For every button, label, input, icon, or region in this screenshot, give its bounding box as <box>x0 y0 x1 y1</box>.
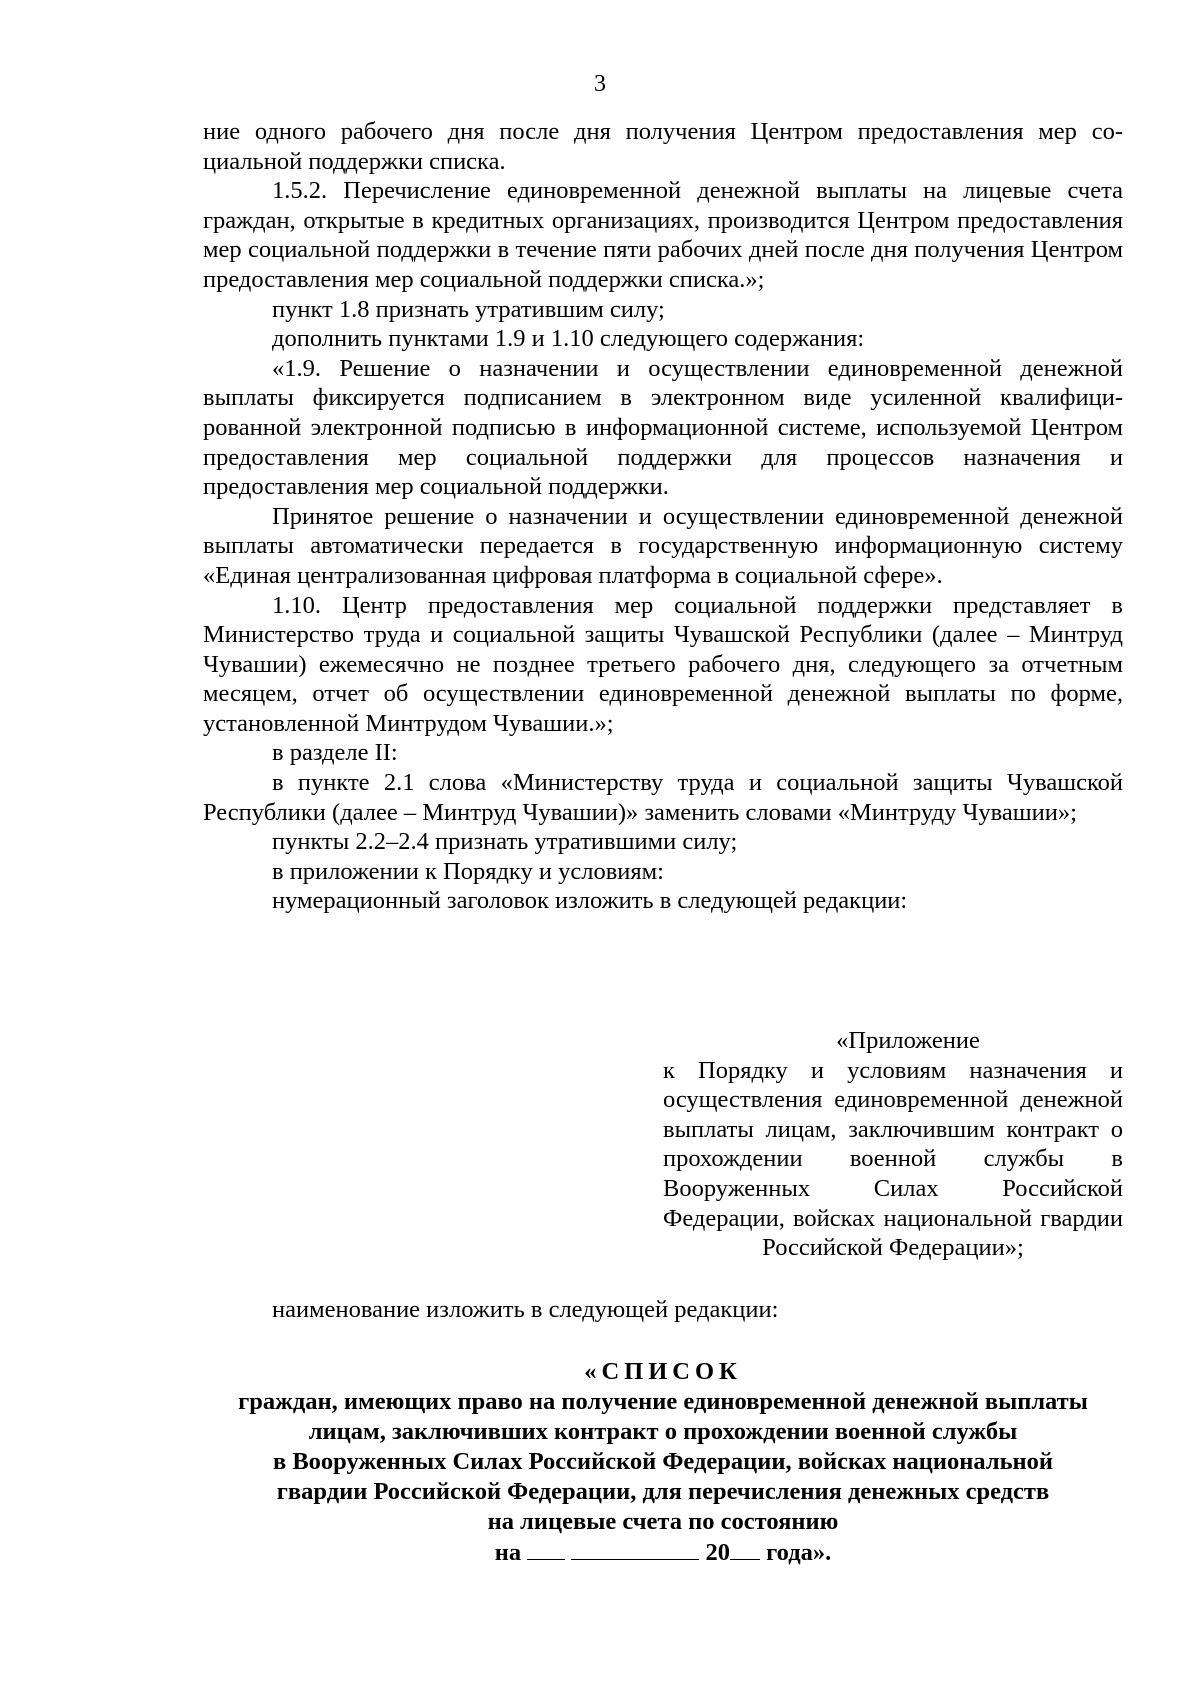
paragraph-continuation: ние одного рабочего дня после дня получения Центром предоставления мер социальной поддержки списка. <box>203 118 1123 175</box>
list-heading-line-2: лицам, заключивших контракт о прохождении военной службы <box>308 1418 1018 1445</box>
document-body <box>203 117 1123 916</box>
paragraph-1-5-2: 1.5.2. Перечисление единовременной денежной выплаты на лицевые счета граждан, открытые в кредитных организациях, производится Центром предоставления мер социальной поддержки в течение пяти рабочих дней после дня получения Центром предоставления мер социальной поддержки списка.»; <box>203 177 1123 293</box>
paragraph-numbering-heading: нумерационный заголовок изложить в следующей редакции: <box>272 887 908 915</box>
naming-instruction-block <box>203 1295 1123 1325</box>
list-heading-line-1: граждан, имеющих право на получение единовременной денежной выплаты <box>238 1388 1088 1415</box>
paragraph-1-9: «1.9. Решение о назначении и осуществлении единовременной денежной выплаты фиксируется подписанием в электронном виде усиленной квалифицированной электронной подписью в информационной системе, используемой Центром предоставления мер социальной поддержки для процессов назначения и предоставления мер социальной поддержки. <box>203 354 1123 501</box>
list-heading-line-4: гвардии Российской Федерации, для перечисления денежных средств <box>276 1478 1050 1505</box>
naming-instruction: наименование изложить в следующей редакции: <box>272 1296 779 1323</box>
list-heading-date-line <box>203 1537 1123 1568</box>
appendix-block <box>663 1026 1123 1263</box>
date-year: 20 <box>705 1539 731 1566</box>
date-day-blank <box>527 1537 565 1560</box>
list-heading-line-5: на лицевые счета по состоянию <box>487 1508 839 1535</box>
paragraph-items-2-2-2-4: пункты 2.2–2.4 признать утратившими силу; <box>272 828 738 856</box>
appendix-title: «Приложение <box>836 1027 980 1054</box>
date-prefix: на <box>494 1539 522 1566</box>
page-number: 3 <box>594 71 606 97</box>
date-suffix: года». <box>766 1539 832 1566</box>
date-year-blank <box>730 1537 760 1560</box>
paragraph-add-items: дополнить пунктами 1.9 и 1.10 следующего содержания: <box>272 325 865 353</box>
list-heading-line-3: в Вооруженных Силах Российской Федерации, войсках национальной <box>272 1448 1054 1475</box>
date-month-blank <box>571 1537 699 1560</box>
paragraph-1-10: 1.10. Центр предоставления мер социальной поддержки представляет в Министерство труда и социальной защиты Чувашской Республики (далее – Минтруд Чувашии) ежемесячно не позднее третьего рабочего дня, следующего за отчетным месяцем, отчет об осуществлении единовременной денежной выплаты по форме, установленной Минтрудом Чувашии.»; <box>203 591 1123 737</box>
paragraph-section-2: в разделе II: <box>272 739 398 767</box>
paragraph-item-1-8: пункт 1.8 признать утратившим силу; <box>272 295 665 323</box>
list-heading <box>203 1357 1123 1568</box>
paragraph-appendix-intro: в приложении к Порядку и условиям: <box>272 857 664 885</box>
appendix-text: к Порядку и условиям назначения и осуществления единовременной денежной выплаты лицам, заключившим контракт о прохождении военной службы в Вооруженных Силах Российской Федерации, войсках национальной гвардии Российской Федерации»; <box>663 1056 1123 1262</box>
paragraph-decision-transfer: Принятое решение о назначении и осуществлении единовременной денежной выплаты автоматически передается в государственную информационную систему «Единая централизованная цифровая платформа в социальной сфере». <box>203 502 1123 589</box>
paragraph-item-2-1: в пункте 2.1 слова «Министерству труда и социальной защиты Чувашской Республики (далее – Минтруд Чувашии)» заменить словами «Минтруду Чувашии»; <box>203 769 1123 826</box>
list-title: «СПИСОК <box>584 1358 742 1385</box>
